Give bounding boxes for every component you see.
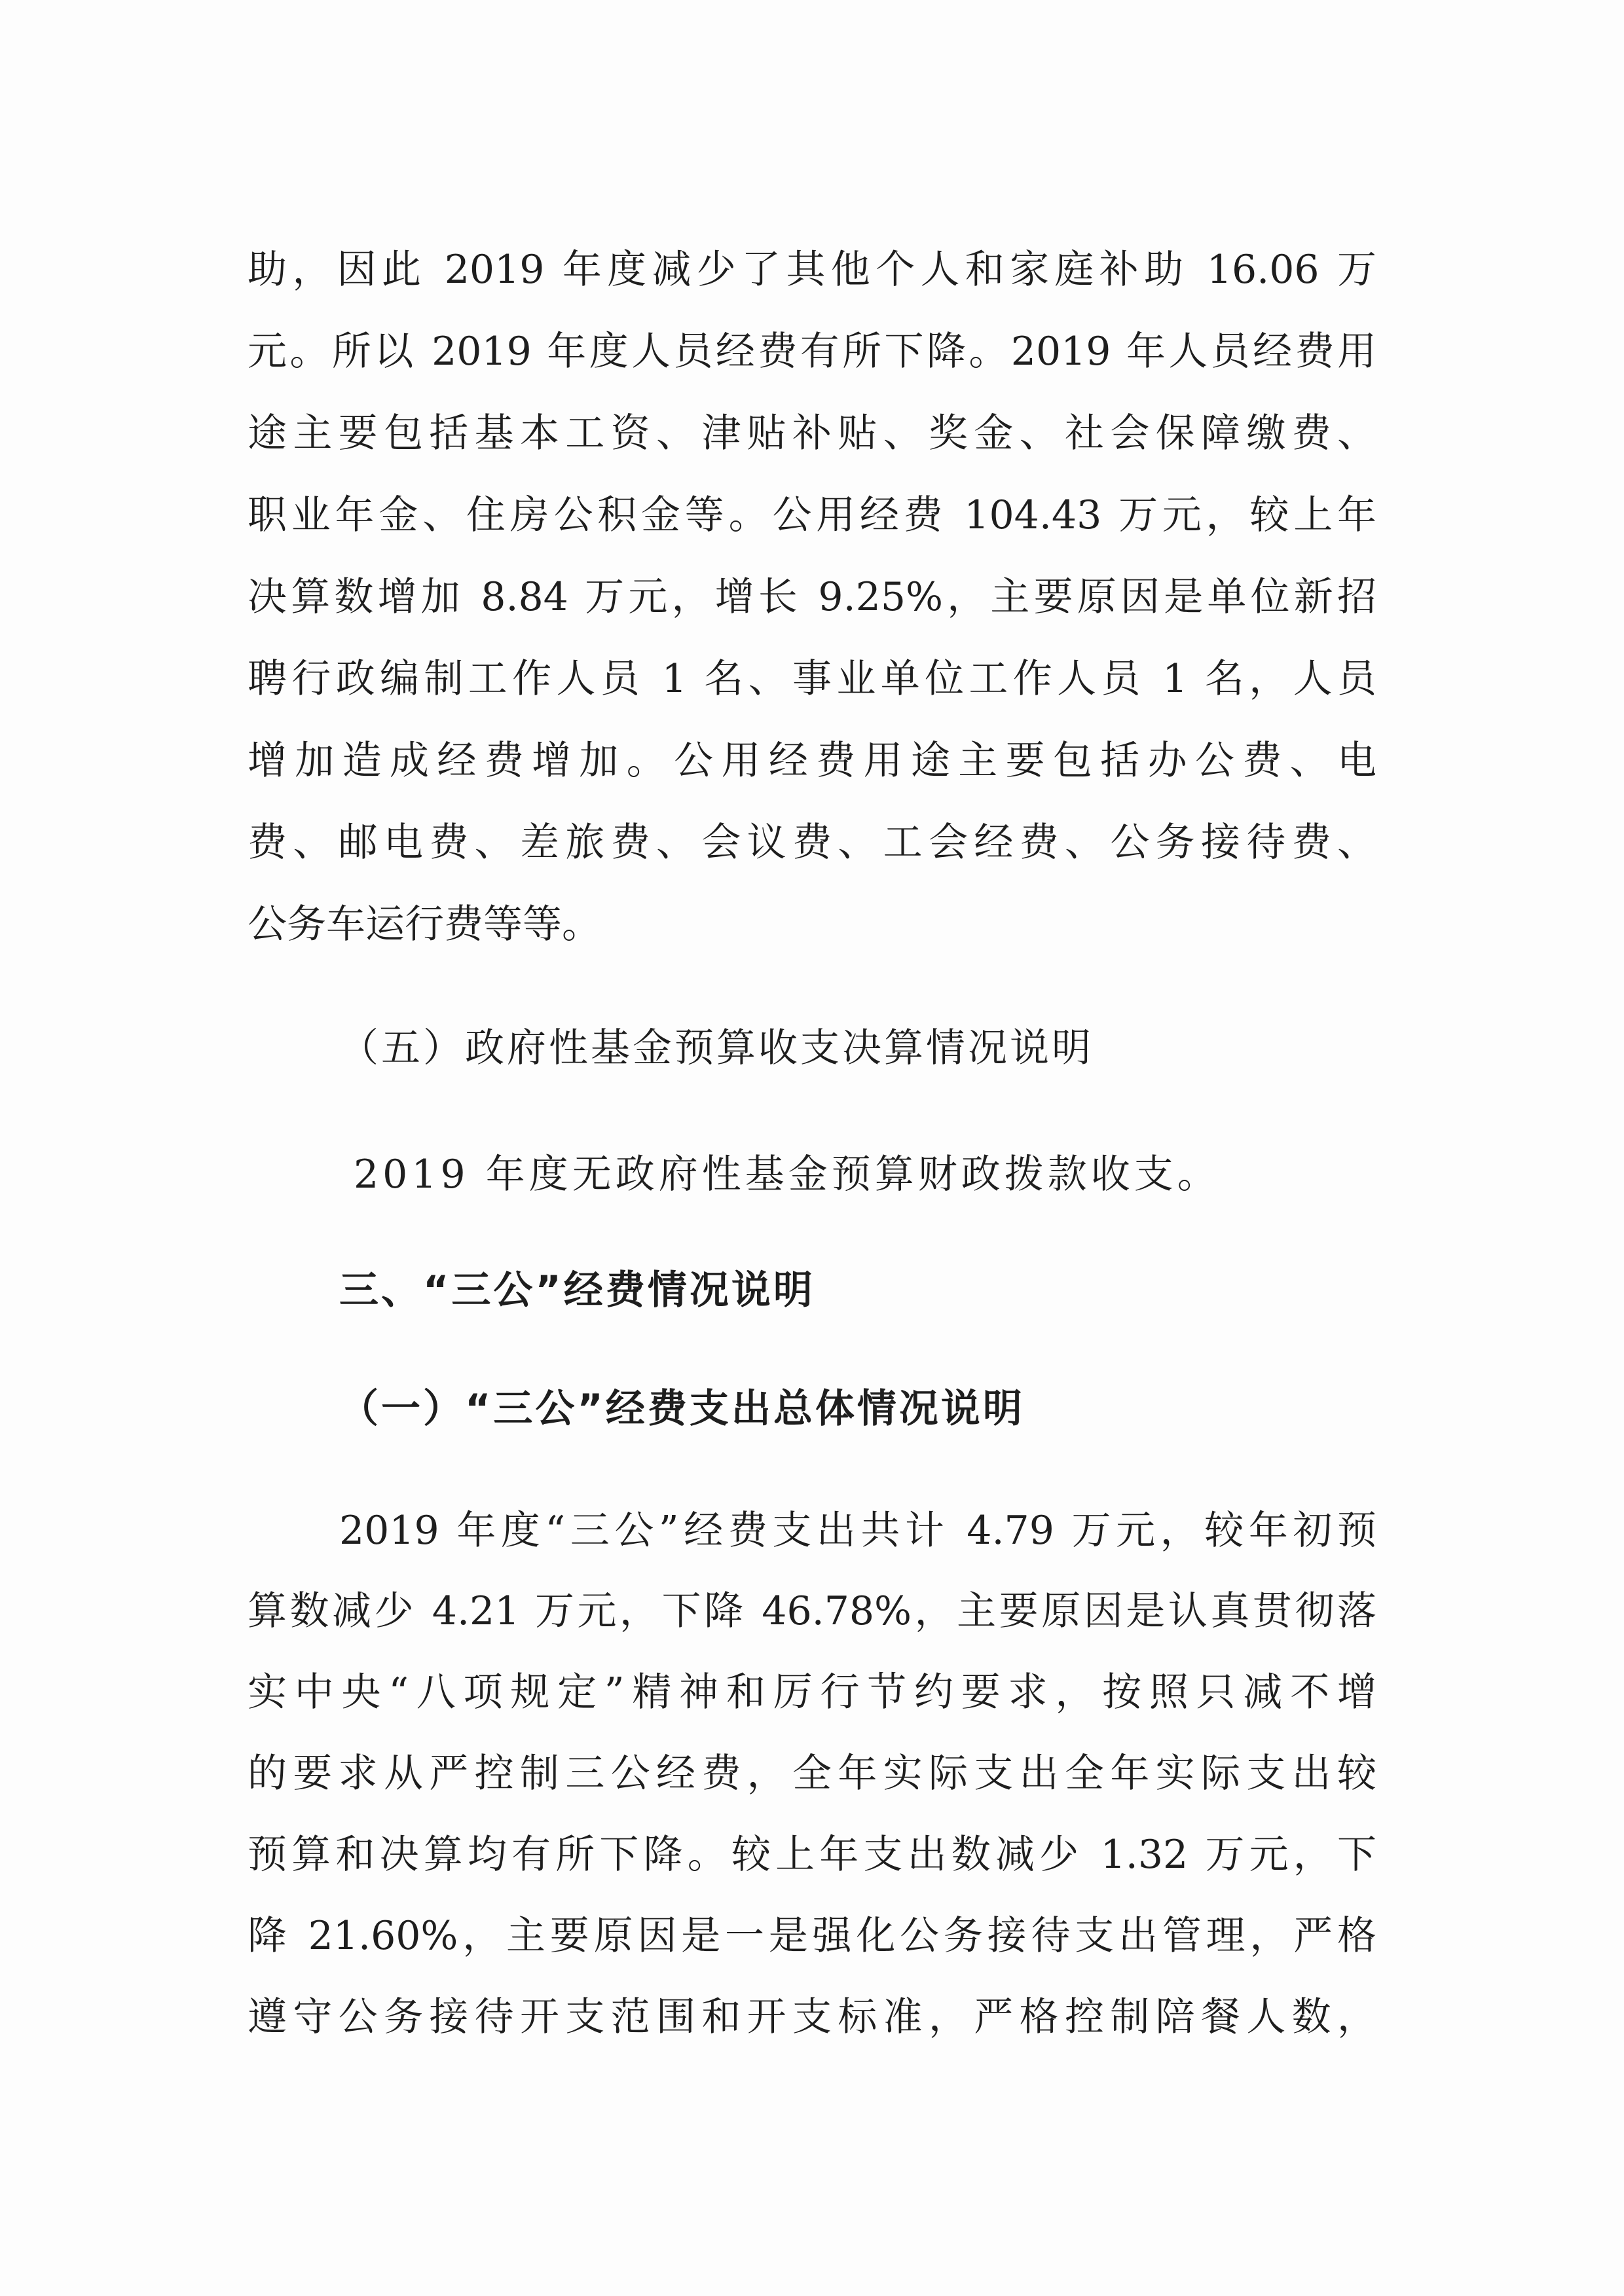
- paragraph-line: 途主要包括基本工资、津贴补贴、奖金、社会保障缴费、: [248, 410, 1376, 456]
- paragraph-line: 费、邮电费、差旅费、会议费、工会经费、公务接待费、: [248, 820, 1376, 866]
- paragraph-line: 增加造成经费增加。公用经费用途主要包括办公费、电: [248, 738, 1376, 784]
- paragraph-line: 决算数增加 8.84 万元，增长 9.25%，主要原因是单位新招: [248, 574, 1376, 620]
- paragraph-line: 2019 年度“三公”经费支出共计 4.79 万元，较年初预: [339, 1508, 1376, 1554]
- paragraph-line: 实中央“八项规定”精神和厉行节约要求，按照只减不增: [248, 1669, 1376, 1715]
- paragraph-line: 降 21.60%，主要原因是一是强化公务接待支出管理，严格: [248, 1913, 1376, 1959]
- paragraph-line: 预算和决算均有所下降。较上年支出数减少 1.32 万元，下: [248, 1832, 1376, 1878]
- section-heading-5: （五）政府性基金预算收支决算情况说明: [339, 1025, 1094, 1071]
- paragraph-line: 算数减少 4.21 万元，下降 46.78%，主要原因是认真贯彻落: [248, 1588, 1376, 1634]
- paragraph-line: 的要求从严控制三公经费，全年实际支出全年实际支出较: [248, 1751, 1376, 1796]
- paragraph-line: 助，因此 2019 年度减少了其他个人和家庭补助 16.06 万: [248, 247, 1376, 293]
- paragraph-line: 公务车运行费等等。: [248, 902, 601, 947]
- paragraph-line: 职业年金、住房公积金等。公用经费 104.43 万元，较上年: [248, 492, 1376, 538]
- subsection-heading-3-1: （一）“三公”经费支出总体情况说明: [339, 1386, 1025, 1432]
- paragraph-line: 元。所以 2019 年度人员经费有所下降。2019 年人员经费用: [248, 329, 1376, 374]
- govfund-paragraph: 2019 年度无政府性基金预算财政拨款收支。: [354, 1152, 1221, 1197]
- paragraph-line: 聘行政编制工作人员 1 名、事业单位工作人员 1 名，人员: [248, 656, 1376, 702]
- paragraph-line: 遵守公务接待开支范围和开支标准，严格控制陪餐人数，: [248, 1994, 1376, 2040]
- section-heading-3: 三、“三公”经费情况说明: [339, 1267, 815, 1313]
